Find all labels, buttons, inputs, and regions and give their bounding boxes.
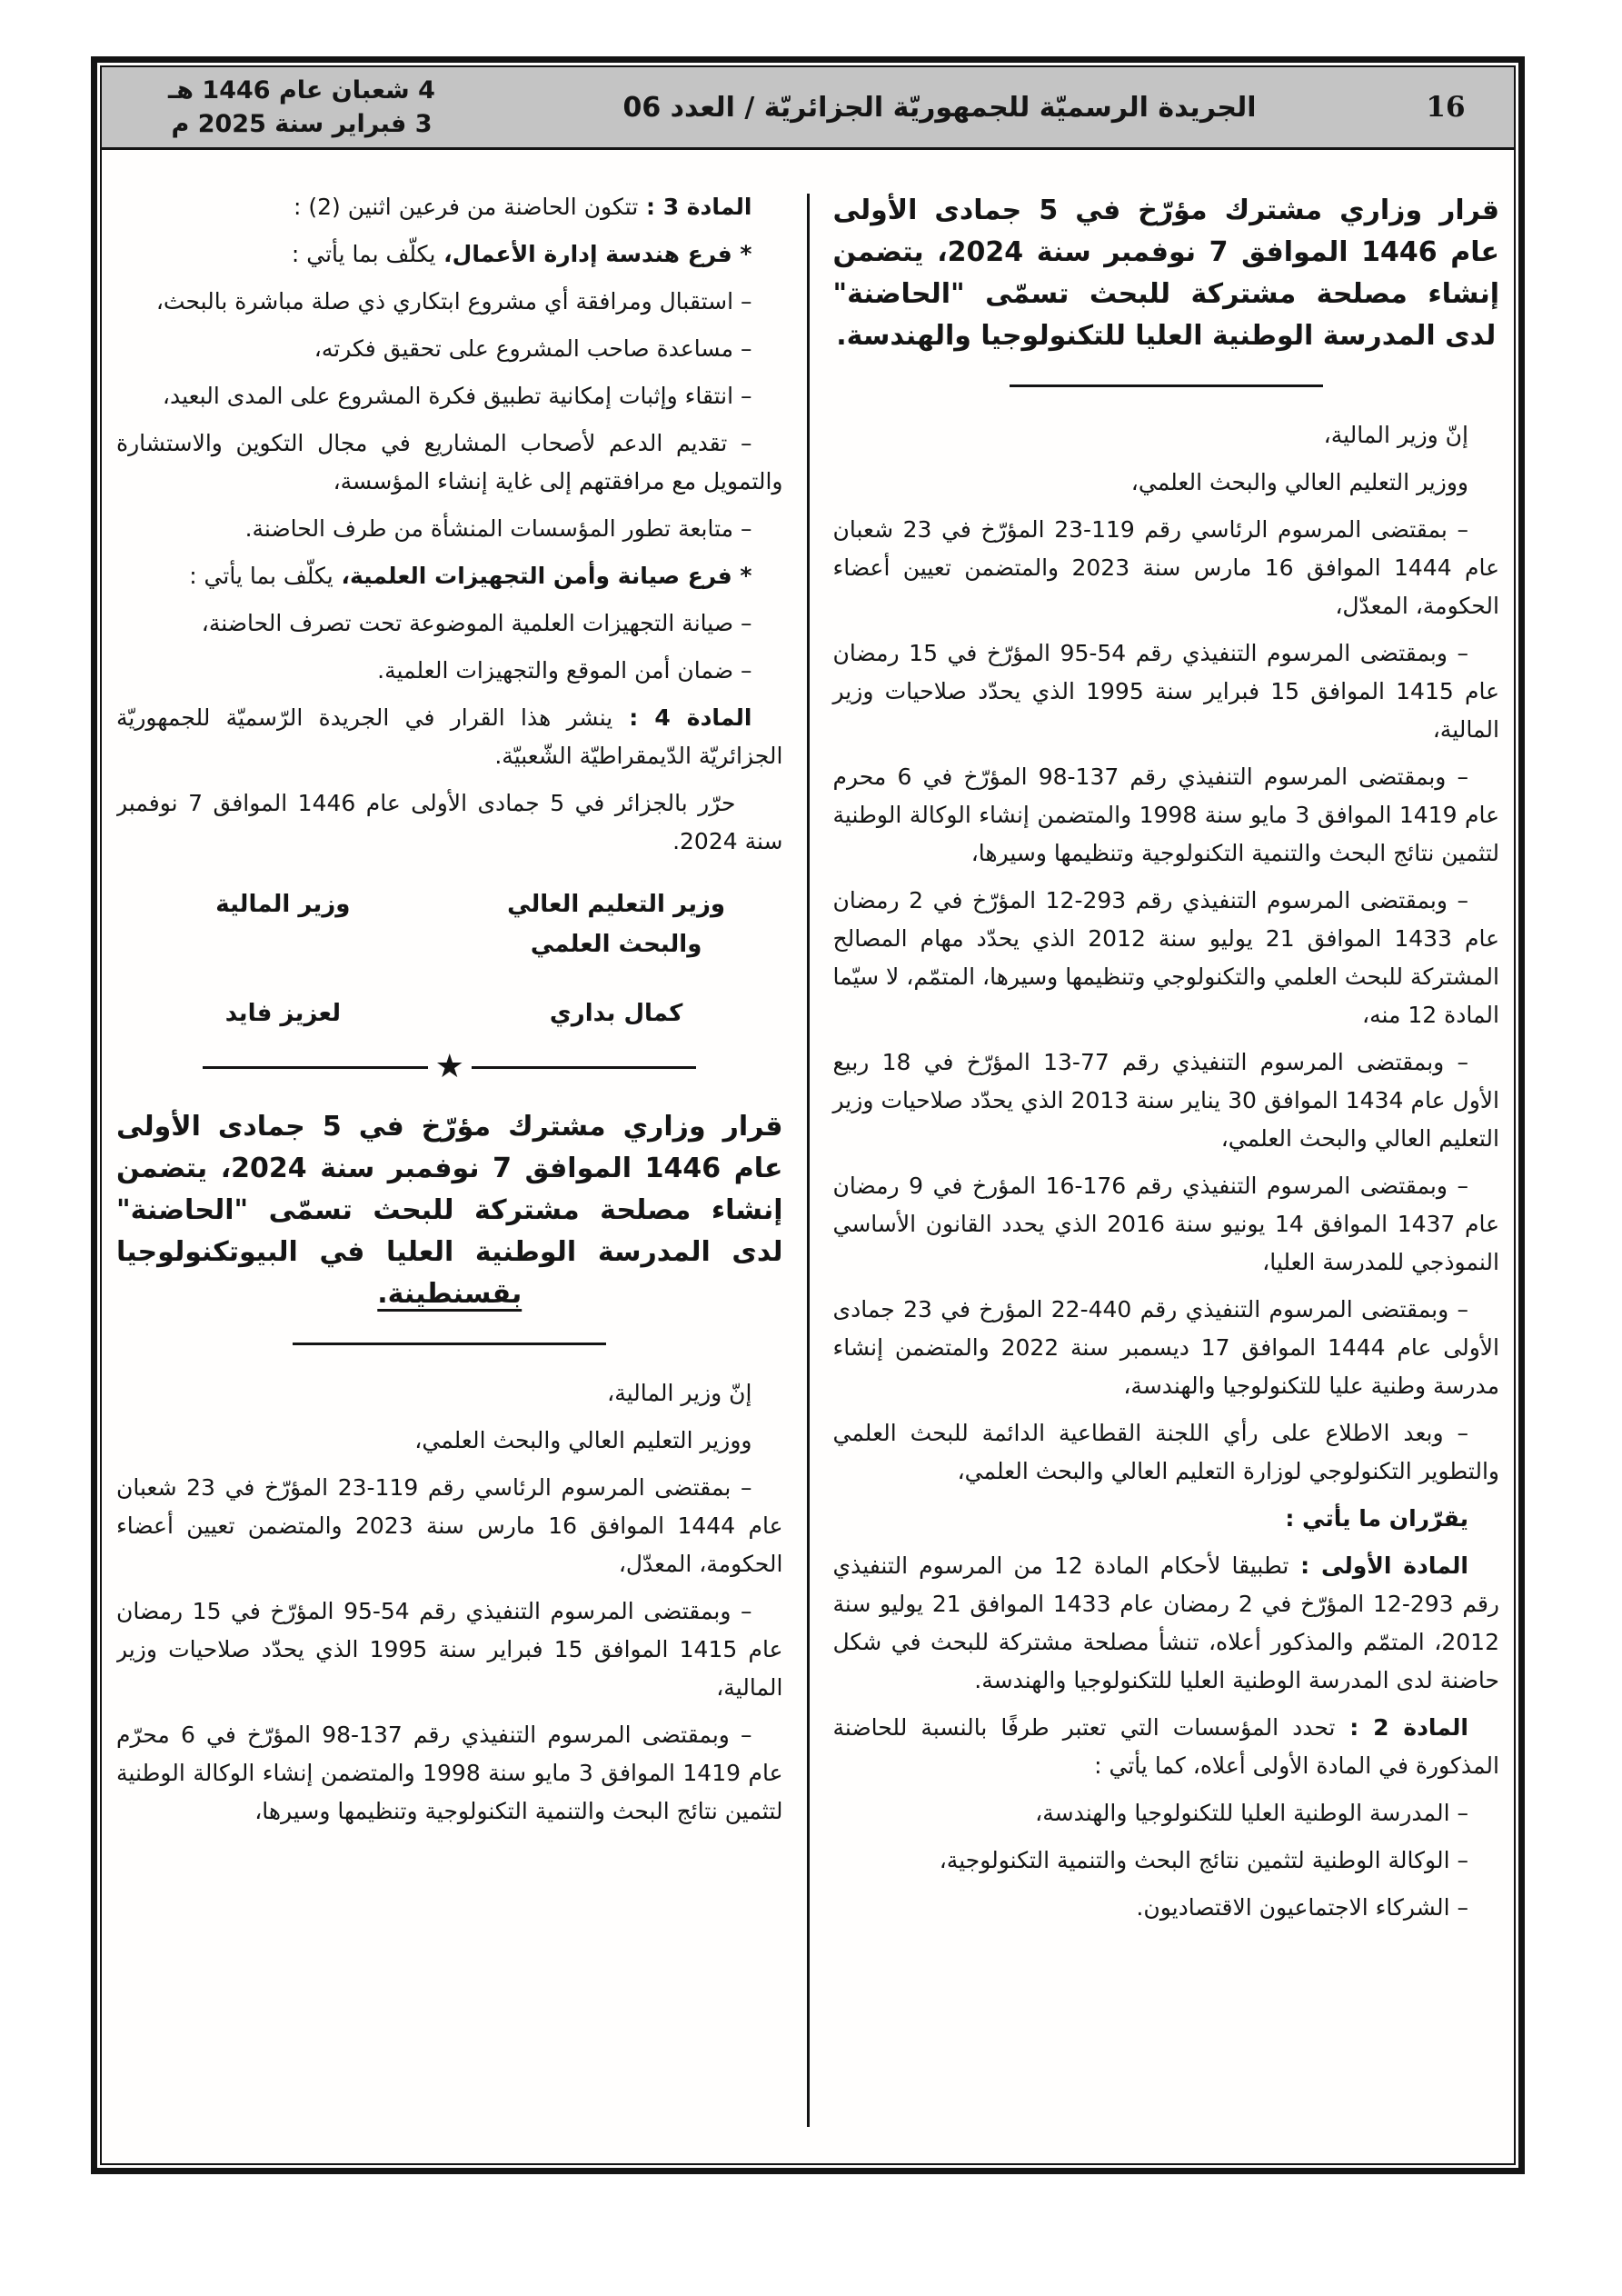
date-hijri: 4 شعبان عام 1446 هـ	[168, 76, 435, 105]
article-3-text: تتكون الحاضنة من فرعين اثنين (2) :	[294, 194, 639, 220]
page-frame	[91, 56, 1525, 2174]
masthead	[102, 67, 1514, 150]
decree1-title: قرار وزاري مشترك مؤرّخ في 5 جمادى الأولى عام 1446 الموافق 7 نوفمبر سنة 2024، يتضمن إنشاء مصلحة مشتركة للبحث تسمّى "الحاضنة" لدى المدرسة الوطنية العليا للتكنولوجيا والهندسة.	[832, 195, 1499, 352]
closing-line: حرّر بالجزائر في 5 جمادى الأولى عام 1446 الموافق 7 نوفمبر سنة 2024.	[116, 790, 783, 854]
branch-2-label: * فرع صيانة وأمن التجهيزات العلمية،	[333, 563, 752, 589]
visa-paragraph: – بمقتضى المرسوم الرئاسي رقم 119-23 المؤرّخ في 23 شعبان عام 1444 الموافق 16 مارس سنة 2023 والمتضمن تعيين أعضاء الحكومة، المعدّل،	[832, 516, 1499, 619]
decision-intro: يقرّران ما يأتي :	[1285, 1505, 1468, 1532]
decree2-title	[116, 1106, 783, 1315]
list-item: – انتقاء وإثبات إمكانية تطبيق فكرة المشروع على المدى البعيد،	[162, 383, 752, 409]
list-item: – الوكالة الوطنية لتثمين نتائج البحث والتنمية التكنولوجية،	[939, 1847, 1468, 1873]
star-icon: ★	[434, 1048, 464, 1085]
visa-paragraph: – وبمقتضى المرسوم التنفيذي رقم 137-98 المؤرّخ في 6 محرم عام 1419 الموافق 3 مايو سنة 1998 والمتضمن إنشاء الوكالة الوطنية لتثمين نتائج البحث والتنمية التكنولوجية وتنظيمها وسيرها،	[832, 764, 1499, 866]
masthead-dates	[102, 74, 502, 141]
visa-paragraph: – وبمقتضى المرسوم التنفيذي رقم 137-98 المؤرّخ في 6 محرّم عام 1419 الموافق 3 مايو سنة 1998 والمتضمن إنشاء الوكالة الوطنية لتثمين نتائج البحث والتنمية التكنولوجية وتنظيمها وسيرها،	[116, 1722, 783, 1824]
list-item: – استقبال ومرافقة أي مشروع ابتكاري ذي صلة مباشرة بالبحث،	[155, 288, 752, 314]
column-left	[116, 188, 807, 2163]
signature-finance-name: لعزيز فايد	[224, 1000, 341, 1027]
preamble-line: إنّ وزير المالية،	[607, 1380, 752, 1406]
two-column-body	[102, 150, 1514, 2163]
branch-2-suffix: يكلّف بما يأتي :	[189, 563, 333, 589]
visa-paragraph: – وبمقتضى المرسوم التنفيذي رقم 440-22 المؤرخ في 23 جمادى الأولى عام 1444 الموافق 17 ديسمبر سنة 2022 والمتضمن إنشاء مدرسة وطنية عليا للتكنولوجيا والهندسة،	[832, 1296, 1499, 1399]
branch-1-label: * فرع هندسة إدارة الأعمال،	[435, 241, 752, 267]
branch-1-suffix: يكلّف بما يأتي :	[291, 241, 436, 267]
gazette-title: الجريدة الرسميّة للجمهوريّة الجزائريّة / العدد 06	[622, 91, 1257, 124]
decree2-title-main: قرار وزاري مشترك مؤرّخ في 5 جمادى الأولى عام 1446 الموافق 7 نوفمبر سنة 2024، يتضمن إنشاء مصلحة مشتركة للبحث تسمّى "الحاضنة" لدى المدرسة الوطنية العليا في البيوتكنولوجيا	[116, 1111, 783, 1268]
visa-paragraph: – وبمقتضى المرسوم التنفيذي رقم 176-16 المؤرخ في 9 رمضان عام 1437 الموافق 14 يونيو سنة 2016 الذي يحدد القانون الأساسي النموذجي للمدرسة العليا،	[832, 1173, 1499, 1275]
signature-education-title: وزير التعليم العالي والبحث العلمي	[507, 891, 726, 958]
list-item: – صيانة التجهيزات العلمية الموضوعة تحت تصرف الحاضنة،	[201, 610, 752, 636]
signature-block	[116, 884, 783, 1032]
article-3	[116, 188, 783, 226]
date-gregorian: 3 فبراير سنة 2025 م	[171, 110, 433, 138]
visa-paragraph: – بمقتضى المرسوم الرئاسي رقم 119-23 المؤرّخ في 23 شعبان عام 1444 الموافق 16 مارس سنة 2023 والمتضمن تعيين أعضاء الحكومة، المعدّل،	[116, 1474, 783, 1577]
title-separator	[293, 1343, 606, 1345]
signature-education	[450, 884, 783, 1032]
signature-finance-title: وزير المالية	[215, 891, 351, 918]
title-separator	[1010, 384, 1323, 387]
list-item: – تقديم الدعم لأصحاب المشاريع في مجال التكوين والاستشارة والتمويل مع مرافقتهم إلى غاية إنشاء المؤسسة،	[116, 430, 783, 494]
page-number: 16	[1426, 91, 1466, 124]
preamble-line: ووزير التعليم العالي والبحث العلمي،	[414, 1427, 752, 1453]
list-item: – المدرسة الوطنية العليا للتكنولوجيا والهندسة،	[1035, 1800, 1468, 1826]
list-item: – الشركاء الاجتماعيون الاقتصاديون.	[1136, 1894, 1468, 1921]
article-4-label: المادة 4 :	[612, 704, 752, 731]
branch-2-header	[116, 557, 783, 595]
article-2	[833, 1709, 1500, 1785]
visa-paragraph: – وبمقتضى المرسوم التنفيذي رقم 54-95 المؤرّخ في 15 رمضان عام 1415 الموافق 15 فبراير سنة 1995 الذي يحدّد صلاحيات وزير المالية،	[116, 1598, 783, 1701]
article-3-label: المادة 3 :	[638, 194, 752, 220]
column-right	[810, 188, 1500, 2163]
branch-1-header	[116, 235, 783, 274]
decree2-title-underlined: بقسنطينة.	[377, 1278, 522, 1310]
preamble-line: إنّ وزير المالية،	[1323, 422, 1468, 448]
article-1-text: تطبيقا لأحكام المادة 12 من المرسوم التنفيذي رقم 293-12 المؤرّخ في 2 رمضان عام 1433 الموافق 21 يوليو سنة 2012، المتمّم والمذكور أعلاه، تنشأ مصلحة مشتركة للبحث في شكل حاضنة لدى المدرسة الوطنية العليا للتكنولوجيا والهندسة.	[832, 1552, 1499, 1693]
column-divider	[807, 194, 810, 2127]
article-1-label: المادة الأولى :	[1289, 1552, 1468, 1579]
visa-paragraph: – وبمقتضى المرسوم التنفيذي رقم 293-12 المؤرّخ في 2 رمضان عام 1433 الموافق 21 يوليو سنة 2012 الذي يحدّد مهام المصالح المشتركة للبحث العلمي والتكنولوجي وتنظيمها وسيرها، المتمّم، لا سيّما المادة 12 منه،	[832, 887, 1499, 1028]
article-2-label: المادة 2 :	[1335, 1714, 1469, 1741]
list-item: – ضمان أمن الموقع والتجهيزات العلمية.	[377, 657, 752, 684]
article-2-text: تحدد المؤسسات التي تعتبر طرفًا بالنسبة للحاضنة المذكورة في المادة الأولى أعلاه، كما يأتي :	[832, 1714, 1499, 1779]
star-separator	[203, 1048, 696, 1085]
preamble-line: ووزير التعليم العالي والبحث العلمي،	[1130, 469, 1468, 495]
signature-finance	[116, 884, 450, 1032]
article-1	[833, 1547, 1500, 1700]
article-4-text: ينشر هذا القرار في الجريدة الرّسميّة للجمهوريّة الجزائريّة الدّيمقراطيّة الشّعبيّة.	[116, 704, 783, 769]
visa-paragraph: – وبمقتضى المرسوم التنفيذي رقم 54-95 المؤرّخ في 15 رمضان عام 1415 الموافق 15 فبراير سنة 1995 الذي يحدّد صلاحيات وزير المالية،	[832, 640, 1499, 743]
signature-education-name: كمال بداري	[549, 1000, 683, 1027]
list-item: – مساعدة صاحب المشروع على تحقيق فكرته،	[313, 335, 752, 362]
page-frame-inner	[100, 65, 1516, 2165]
list-item: – متابعة تطور المؤسسات المنشأة من طرف الحاضنة.	[244, 515, 752, 542]
visa-paragraph: – وبعد الاطلاع على رأي اللجنة القطاعية الدائمة للبحث العلمي والتطوير التكنولوجي لوزارة التعليم العالي والبحث العلمي،	[832, 1420, 1499, 1484]
article-4	[116, 699, 783, 775]
visa-paragraph: – وبمقتضى المرسوم التنفيذي رقم 77-13 المؤرّخ في 18 ربيع الأول عام 1434 الموافق 30 يناير سنة 2013 الذي يحدّد صلاحيات وزير التعليم العالي والبحث العلمي،	[832, 1049, 1499, 1152]
